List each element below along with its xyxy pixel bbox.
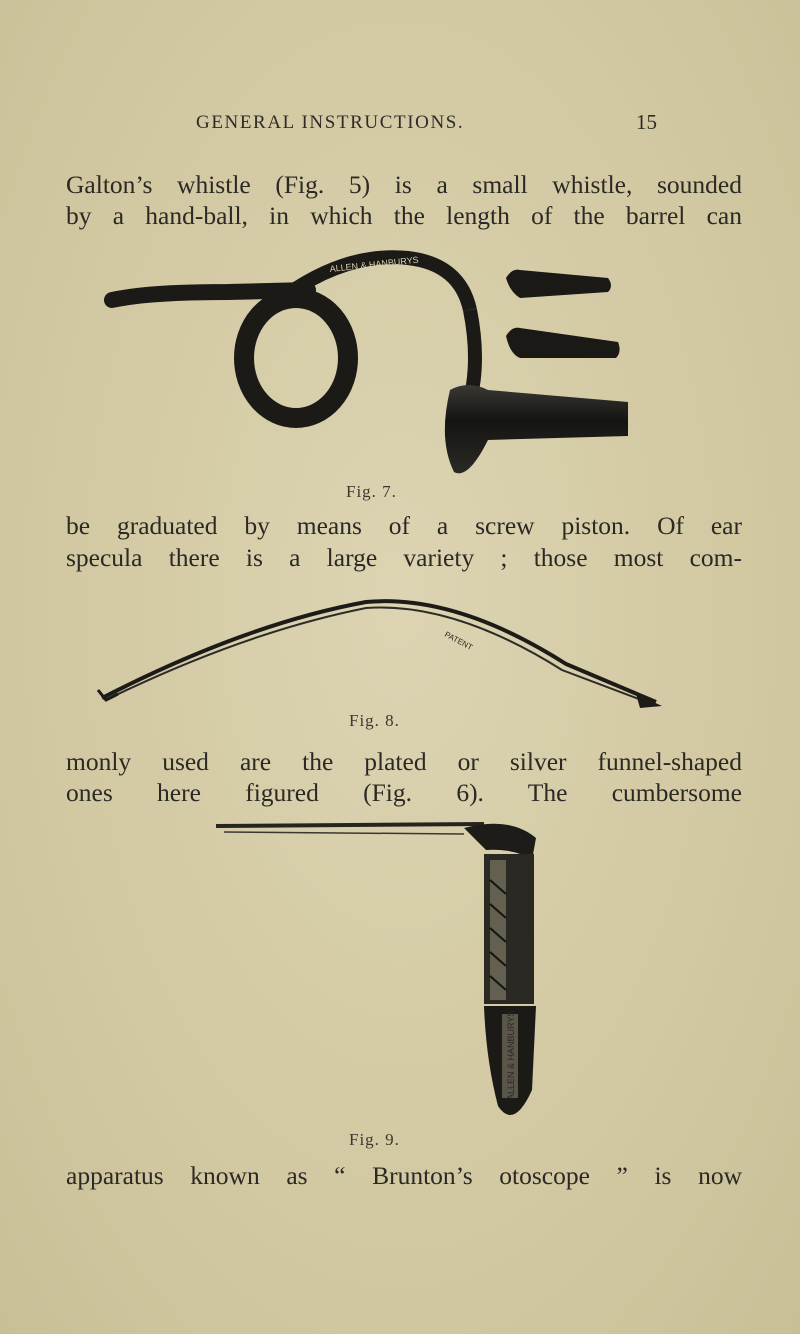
running-head: GENERAL INSTRUCTIONS. xyxy=(196,112,465,133)
figure-9-engraving: ALLEN & HANBURYS xyxy=(506,1010,516,1100)
speculum-arc xyxy=(102,601,656,702)
figure-8-engraving: PATENT xyxy=(443,629,475,653)
speculum-medium xyxy=(506,328,620,358)
page-number: 15 xyxy=(636,110,657,134)
speculum-tip-right xyxy=(636,694,662,708)
body-text-line: Galton’s whistle (Fig. 5) is a small whistle, sounded xyxy=(66,170,742,199)
tube-loop xyxy=(244,298,348,418)
figure-7-caption: Fig. 7. xyxy=(346,482,397,501)
figure-7-engraving: ALLEN & HANBURYS xyxy=(329,254,420,274)
figure-8-illustration xyxy=(96,594,666,714)
speculum-small xyxy=(506,270,611,298)
figure-9-caption: Fig. 9. xyxy=(349,1130,400,1149)
speculum-large xyxy=(445,385,628,473)
body-text-line: by a hand-ball, in which the length of the barrel can xyxy=(66,201,742,230)
body-text-line: specula there is a large variety ; those most com- xyxy=(66,543,742,572)
body-text-line: ones here figured (Fig. 6). The cumbersome xyxy=(66,778,742,807)
figure-8-caption: Fig. 8. xyxy=(349,711,400,730)
page-header xyxy=(0,112,800,148)
body-text-line: apparatus known as “ Brunton’s otoscope ” is now xyxy=(66,1161,742,1190)
figure-7-illustration xyxy=(108,240,638,485)
body-text-line: be graduated by means of a screw piston. Of ear xyxy=(66,511,742,540)
figure-9-illustration xyxy=(214,820,544,1130)
body-text-line: monly used are the plated or silver funnel-shaped xyxy=(66,747,742,776)
instrument-rod xyxy=(216,824,484,826)
